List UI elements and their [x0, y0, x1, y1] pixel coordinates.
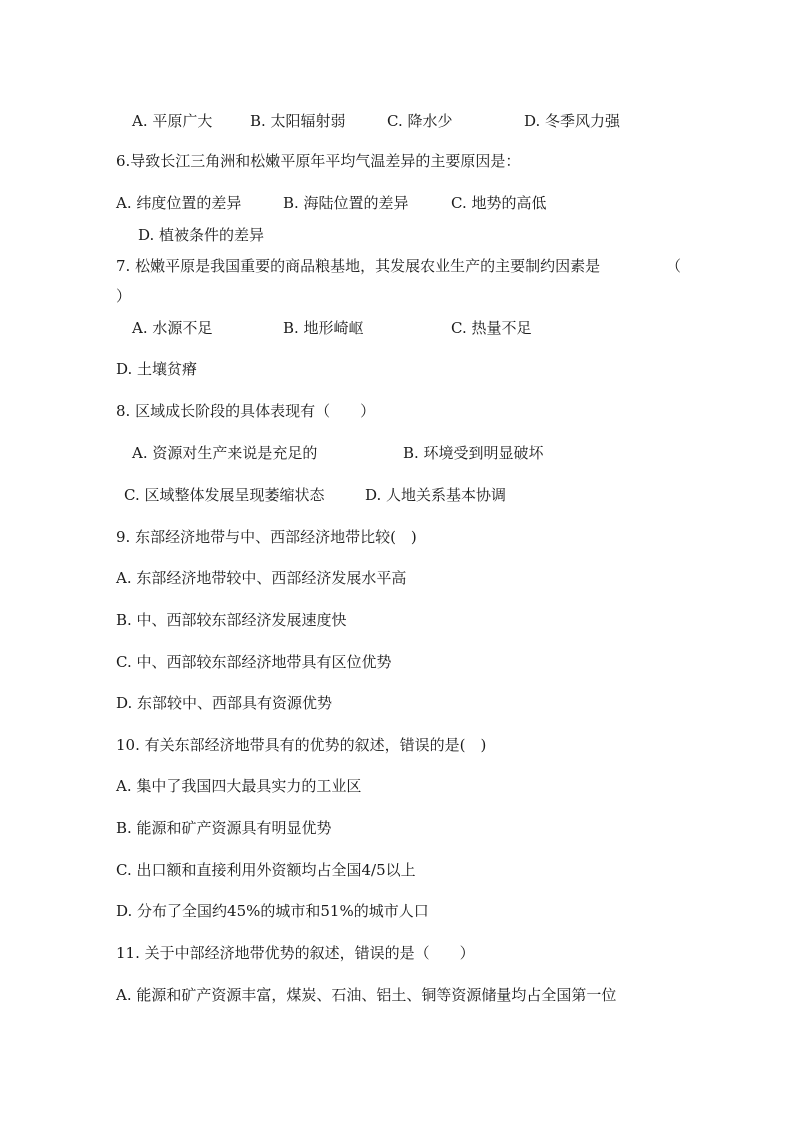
q7-option-b: B. 地形崎岖 [283, 319, 364, 337]
q7-paren-open: （ [666, 257, 682, 275]
q7-stem: 7. 松嫩平原是我国重要的商品粮基地，其发展农业生产的主要制约因素是 [116, 257, 601, 275]
q7-paren-close: ） [116, 287, 132, 305]
q6-option-a: A. 纬度位置的差异 [116, 194, 242, 212]
q6-option-d: D. 植被条件的差异 [138, 226, 265, 244]
q10-option-a: A. 集中了我国四大最具实力的工业区 [116, 777, 362, 795]
q9-stem: 9. 东部经济地带与中、西部经济地带比较( ) [116, 528, 417, 546]
q8-option-a: A. 资源对生产来说是充足的 [132, 444, 318, 462]
q11-stem: 11. 关于中部经济地带优势的叙述，错误的是（ ） [116, 944, 475, 962]
q8-option-d: D. 人地关系基本协调 [365, 486, 507, 504]
q9-option-b: B. 中、西部较东部经济发展速度快 [116, 611, 347, 629]
option-b: B. 太阳辐射弱 [250, 112, 346, 130]
q9-option-c: C. 中、西部较东部经济地带具有区位优势 [116, 653, 392, 671]
q7-option-a: A. 水源不足 [132, 319, 213, 337]
option-a: A. 平原广大 [132, 112, 213, 130]
q8-option-c: C. 区域整体发展呈现萎缩状态 [124, 486, 325, 504]
q9-option-a: A. 东部经济地带较中、西部经济发展水平高 [116, 569, 407, 587]
q10-option-b: B. 能源和矿产资源具有明显优势 [116, 819, 332, 837]
option-d: D. 冬季风力强 [524, 112, 621, 130]
q11-option-a: A. 能源和矿产资源丰富，煤炭、石油、铝土、铜等资源储量均占全国第一位 [116, 986, 617, 1004]
q10-option-c: C. 出口额和直接利用外资额均占全国4/5以上 [116, 861, 416, 879]
q7-option-c: C. 热量不足 [451, 319, 532, 337]
q8-option-b: B. 环境受到明显破坏 [403, 444, 544, 462]
q7-option-d: D. 土壤贫瘠 [116, 360, 198, 378]
q8-stem: 8. 区域成长阶段的具体表现有（ ） [116, 402, 376, 420]
q10-stem: 10. 有关东部经济地带具有的优势的叙述，错误的是( ) [116, 736, 487, 754]
q6-option-c: C. 地势的高低 [451, 194, 547, 212]
q6-option-b: B. 海陆位置的差异 [283, 194, 409, 212]
q10-option-d: D. 分布了全国约45%的城市和51%的城市人口 [116, 902, 429, 920]
q9-option-d: D. 东部较中、西部具有资源优势 [116, 694, 333, 712]
option-c: C. 降水少 [387, 112, 453, 130]
q6-stem: 6.导致长江三角洲和松嫩平原年平均气温差异的主要原因是： [116, 152, 521, 170]
